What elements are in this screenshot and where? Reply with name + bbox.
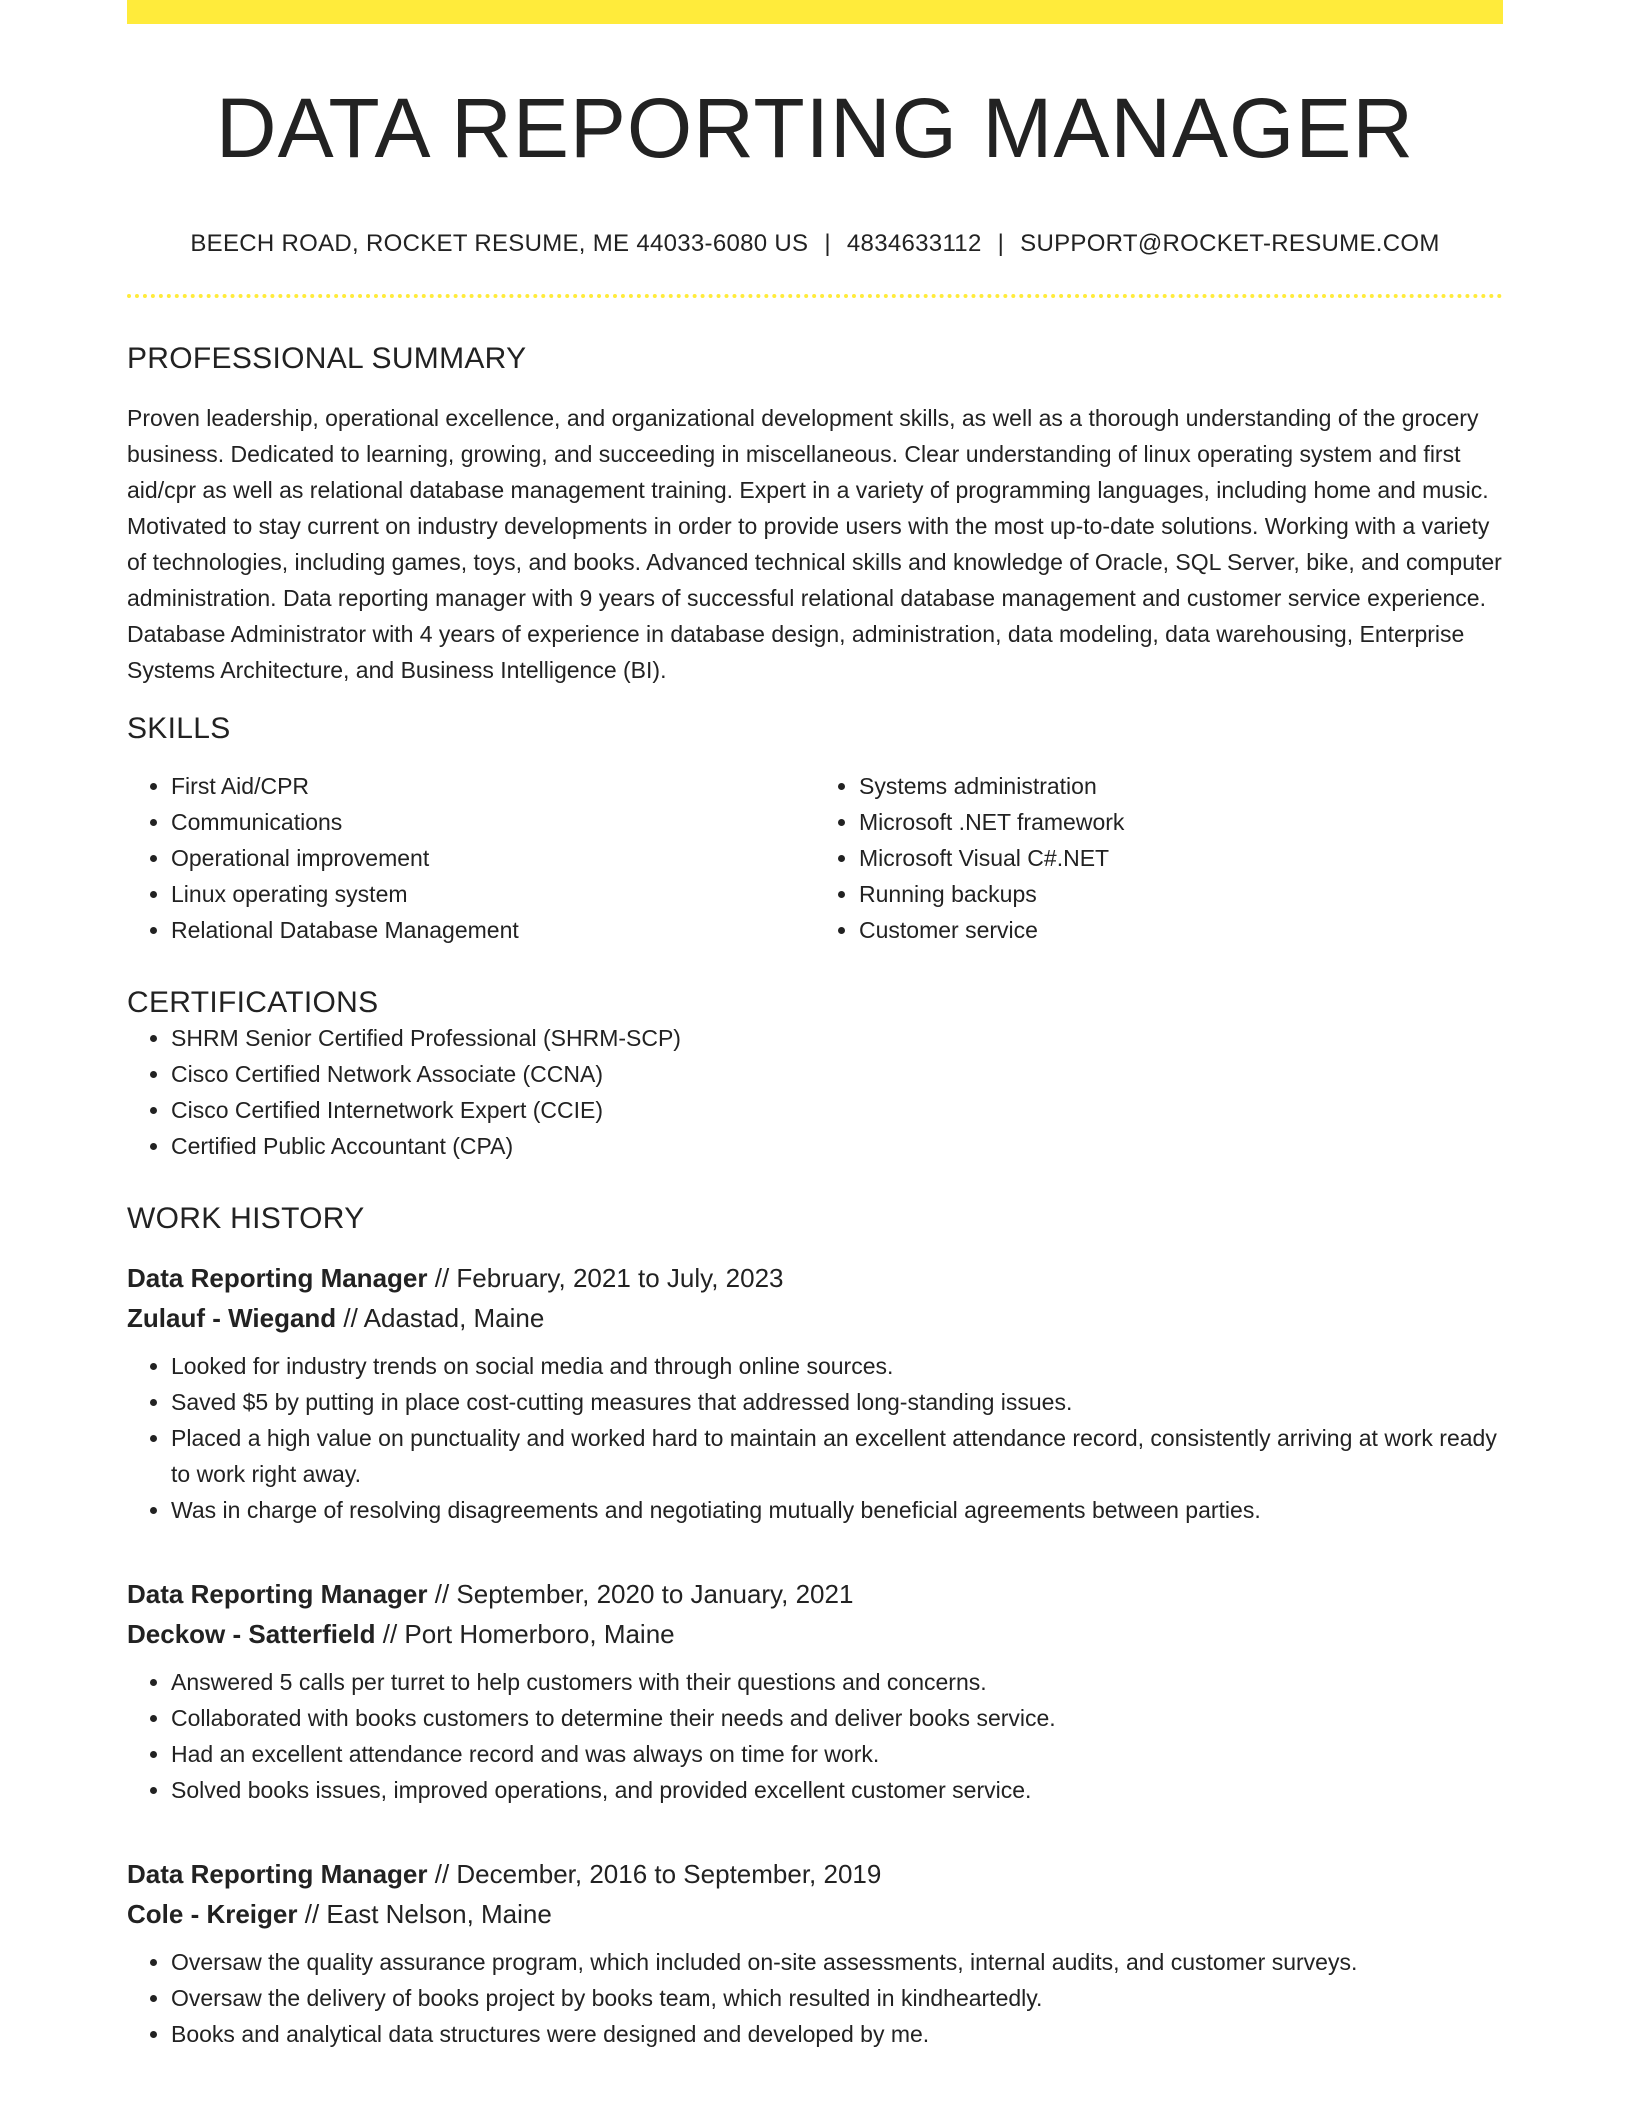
contact-phone: 4834633112 — [846, 230, 982, 258]
job-bullet: • Had an excellent attendance record and was always on time for work. — [171, 1736, 1503, 1772]
summary-heading: PROFESSIONAL SUMMARY — [127, 342, 527, 376]
certification-item: • Cisco Certified Network Associate (CCNA) — [171, 1056, 1503, 1092]
skill-item: • Running backups — [859, 876, 1503, 912]
header-divider — [127, 294, 1503, 298]
job-bullet: • Collaborated with books customers to determine their needs and deliver books service. — [171, 1700, 1503, 1736]
skill-item: • Communications — [171, 804, 815, 840]
job-bullet: • Saved $5 by putting in place cost-cutting measures that addressed long-standing issues. — [171, 1384, 1503, 1420]
contact-line — [127, 230, 1503, 258]
job-company-line — [127, 1298, 1503, 1338]
contact-email: SUPPORT@ROCKET-RESUME.COM — [1020, 230, 1440, 258]
certification-item: • Certified Public Accountant (CPA) — [171, 1128, 1503, 1164]
job-title-line — [127, 1258, 1503, 1298]
job-bullet: • Answered 5 calls per turret to help customers with their questions and concerns. — [171, 1664, 1503, 1700]
skill-item: • Microsoft .NET framework — [859, 804, 1503, 840]
job-bullet: • Was in charge of resolving disagreements and negotiating mutually beneficial agreements between parties. — [171, 1492, 1503, 1528]
top-accent-bar — [127, 0, 1503, 24]
skill-item: • First Aid/CPR — [171, 768, 815, 804]
job-location: // Adastad, Maine — [336, 1303, 545, 1334]
job-location: // East Nelson, Maine — [297, 1899, 552, 1930]
job-bullets — [127, 1944, 1503, 2052]
skill-item: • Customer service — [859, 912, 1503, 948]
job-entry — [127, 1574, 1503, 1808]
job-entry — [127, 1258, 1503, 1528]
contact-address: BEECH ROAD, ROCKET RESUME, ME 44033-6080 US — [190, 230, 809, 258]
certifications-list — [127, 1020, 1503, 1164]
job-company-line — [127, 1894, 1503, 1934]
skills-list-right — [815, 768, 1503, 948]
job-dates: // December, 2016 to September, 2019 — [427, 1859, 882, 1890]
resume-page — [127, 0, 1503, 2052]
job-bullet: • Placed a high value on punctuality and worked hard to maintain an excellent attendance record, consistently arriving at work ready to work right away. — [171, 1420, 1503, 1492]
skill-item: • Systems administration — [859, 768, 1503, 804]
job-bullet: • Oversaw the delivery of books project by books team, which resulted in kindheartedly. — [171, 1980, 1503, 2016]
certifications-heading: CERTIFICATIONS — [127, 986, 379, 1020]
resume-title: DATA REPORTING MANAGER — [215, 81, 1415, 175]
job-title-line — [127, 1854, 1503, 1894]
skills-heading: SKILLS — [127, 712, 231, 746]
job-role: Data Reporting Manager — [127, 1579, 428, 1610]
job-entry — [127, 1854, 1503, 2052]
skill-item: • Operational improvement — [171, 840, 815, 876]
job-title-line — [127, 1574, 1503, 1614]
job-dates: // September, 2020 to January, 2021 — [427, 1579, 854, 1610]
job-company-line — [127, 1614, 1503, 1654]
skill-item: • Linux operating system — [171, 876, 815, 912]
job-role: Data Reporting Manager — [127, 1263, 428, 1294]
skill-item: • Microsoft Visual C#.NET — [859, 840, 1503, 876]
certification-item: • SHRM Senior Certified Professional (SHRM-SCP) — [171, 1020, 1503, 1056]
contact-separator: | — [824, 230, 831, 258]
job-bullet: • Looked for industry trends on social media and through online sources. — [171, 1348, 1503, 1384]
job-dates: // February, 2021 to July, 2023 — [427, 1263, 784, 1294]
skills-list-left — [127, 768, 815, 948]
job-company: Cole - Kreiger — [127, 1899, 298, 1930]
contact-separator: | — [997, 230, 1005, 258]
certification-item: • Cisco Certified Internetwork Expert (CCIE) — [171, 1092, 1503, 1128]
skills-grid — [127, 768, 1503, 948]
job-company: Deckow - Satterfield — [127, 1619, 376, 1650]
summary-text: Proven leadership, operational excellence, and organizational development skills, as well as a thorough understanding of the grocery business. Dedicated to learning, growing, and succeeding in miscellaneous. Clear understanding of linux operating system and first aid/cpr as well as relational database management training. Expert in a variety of programming languages, including home and music. Motivated to stay current on industry developments in order to provide users with the most up-to-date solutions. Working with a variety of technologies, including games, toys, and books. Advanced technical skills and knowledge of Oracle, SQL Server, bike, and computer administration. Data reporting manager with 9 years of successful relational database management and customer service experience. Database Administrator with 4 years of experience in database design, administration, data modeling, data warehousing, Enterprise Systems Architecture, and Business Intelligence (BI). — [127, 405, 1502, 684]
job-bullet: • Oversaw the quality assurance program, which included on-site assessments, internal audits, and customer surveys. — [171, 1944, 1503, 1980]
skill-item: • Relational Database Management — [171, 912, 815, 948]
job-bullet: • Books and analytical data structures were designed and developed by me. — [171, 2016, 1503, 2052]
job-bullet: • Solved books issues, improved operations, and provided excellent customer service. — [171, 1772, 1503, 1808]
job-location: // Port Homerboro, Maine — [375, 1619, 675, 1650]
job-role: Data Reporting Manager — [127, 1859, 428, 1890]
work-history-heading: WORK HISTORY — [127, 1202, 365, 1236]
job-bullets — [127, 1348, 1503, 1528]
job-company: Zulauf - Wiegand — [127, 1303, 337, 1334]
job-bullets — [127, 1664, 1503, 1808]
